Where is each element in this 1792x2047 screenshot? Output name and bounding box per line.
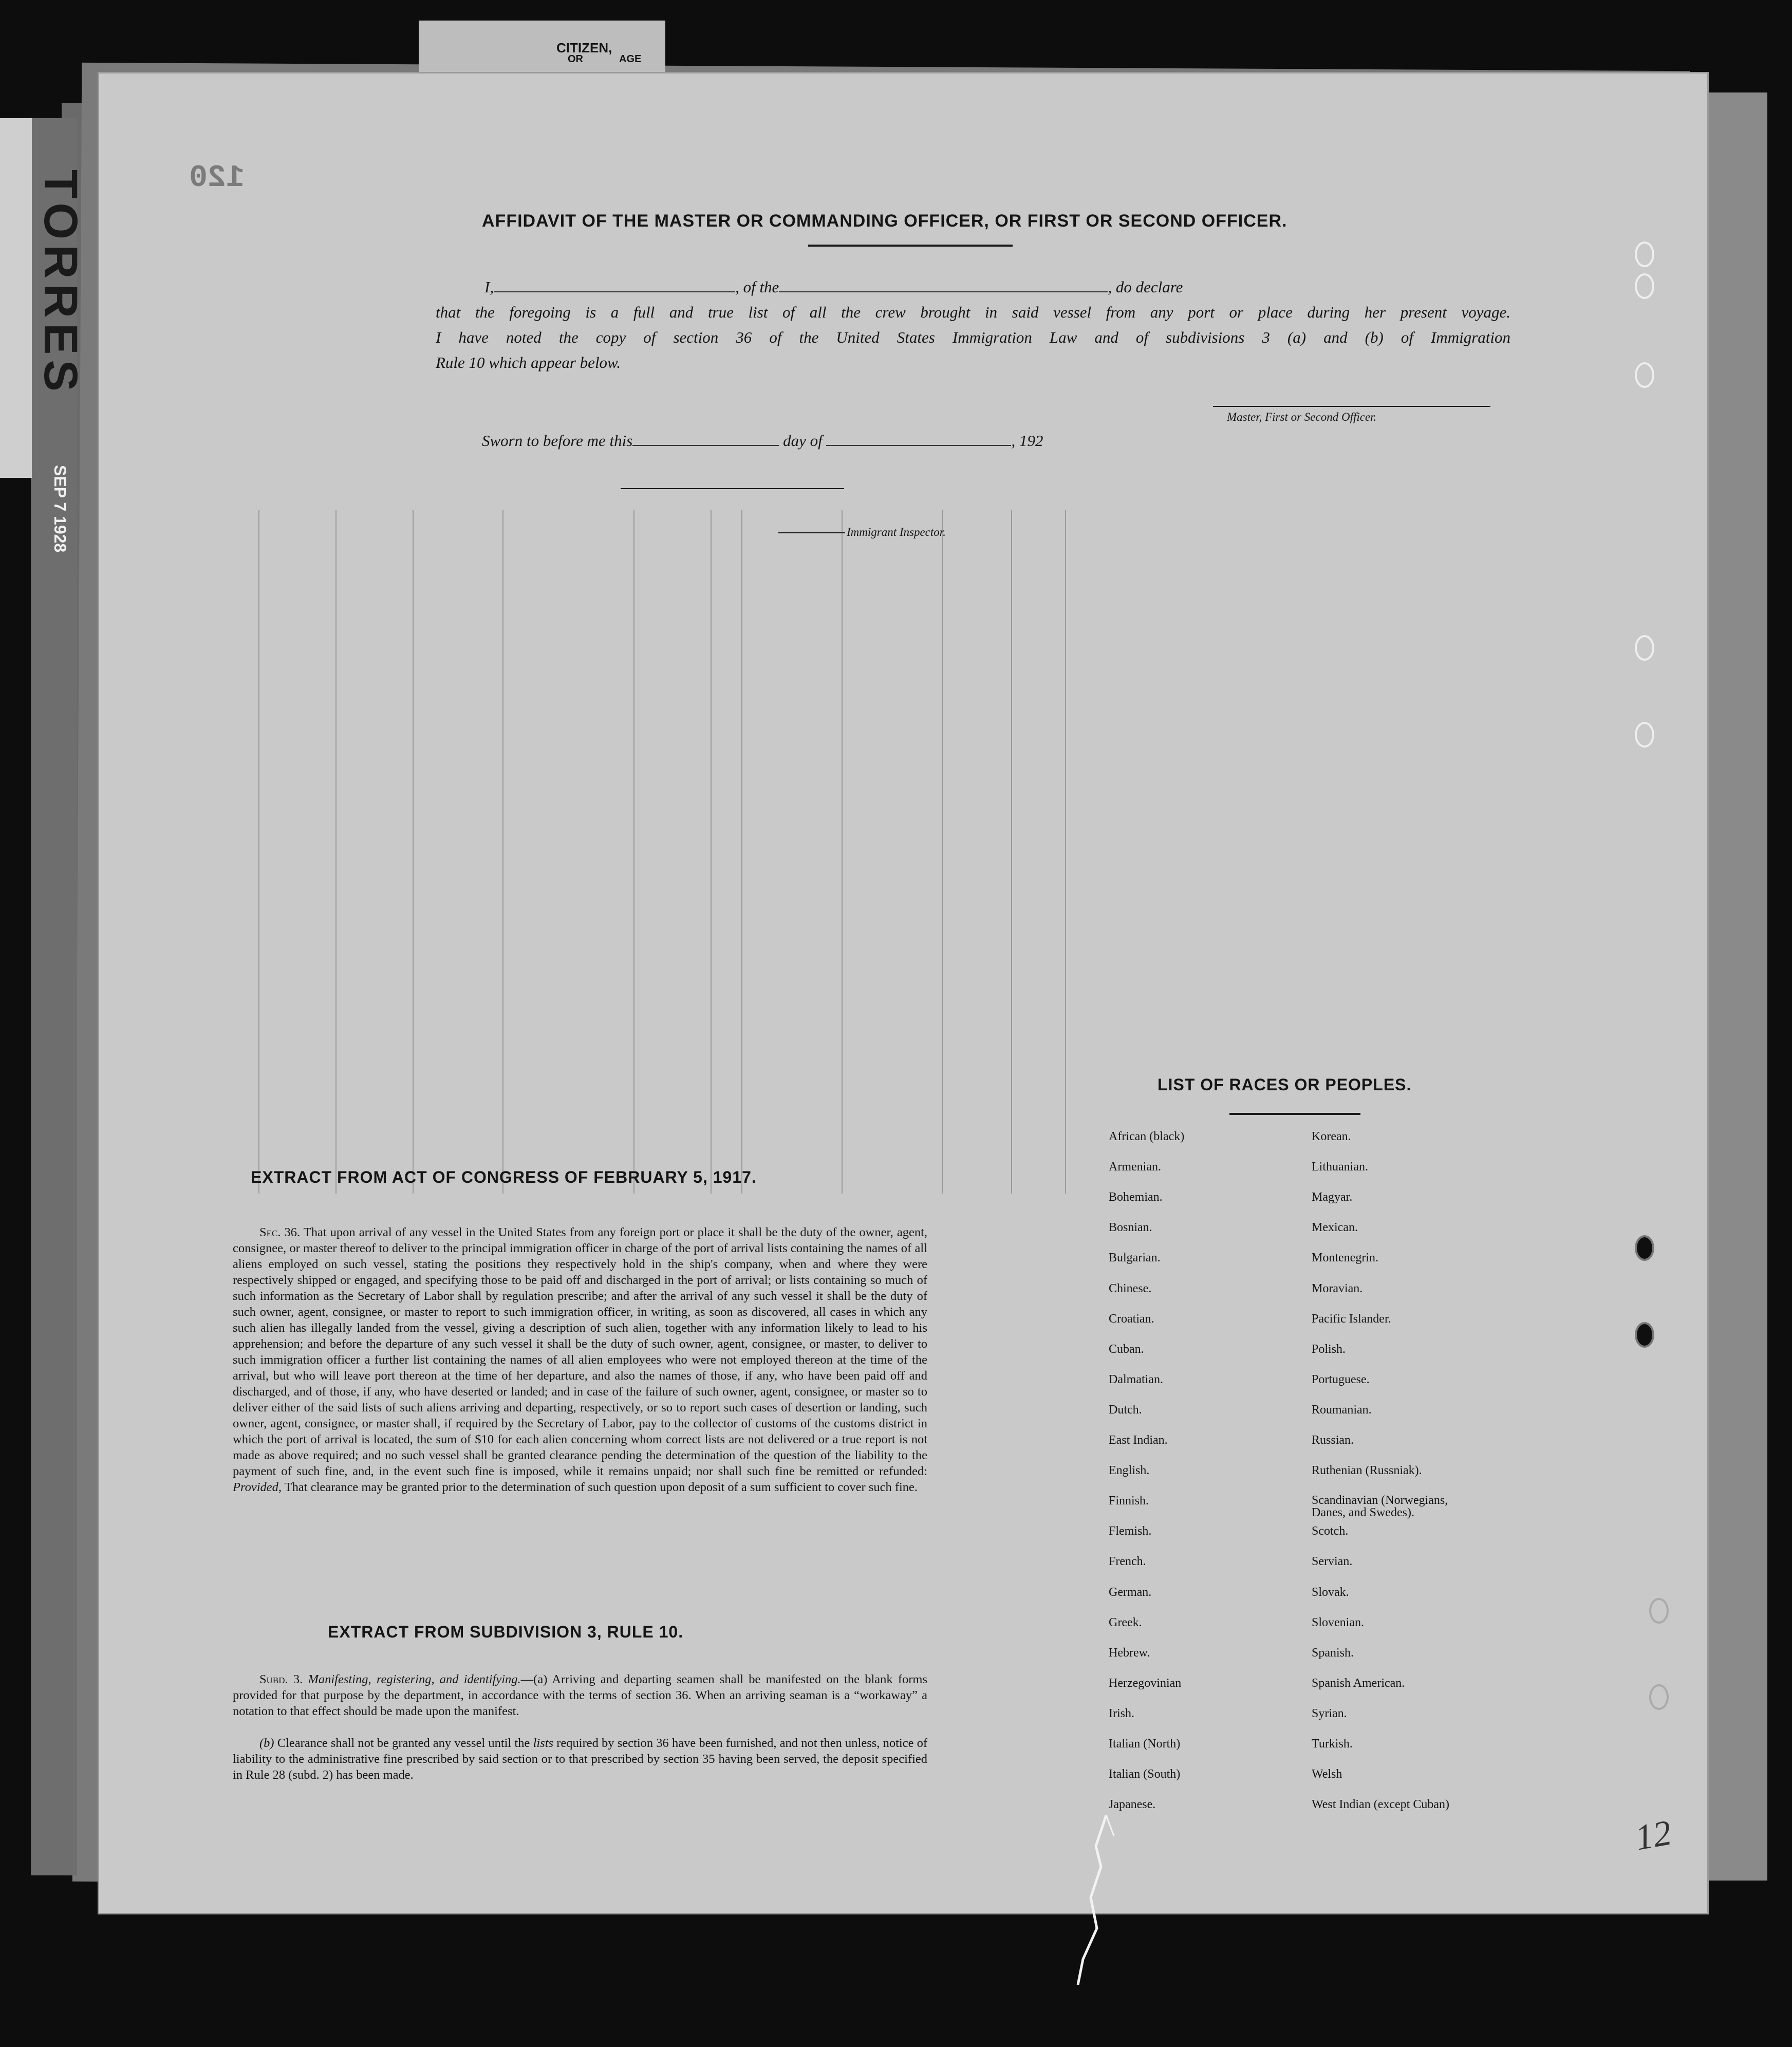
race-left-15: German. <box>1109 1585 1152 1599</box>
declaration-line-4: Rule 10 which appear below. <box>436 353 621 371</box>
race-right-19: Syrian. <box>1312 1706 1347 1720</box>
race-left-5: Chinese. <box>1109 1281 1152 1295</box>
race-left-1: Armenian. <box>1109 1160 1161 1174</box>
inspector-signature-line[interactable] <box>621 488 844 489</box>
date-stamp: SEP 7 1928 <box>51 465 69 553</box>
race-right-17: Spanish. <box>1312 1646 1354 1660</box>
race-right-11: Ruthenian (Russniak). <box>1312 1464 1422 1478</box>
race-left-17: Hebrew. <box>1109 1646 1150 1660</box>
punch-hole <box>1635 635 1654 661</box>
inspector-label: Immigrant Inspector. <box>847 526 946 538</box>
race-right-21: Welsh <box>1312 1767 1342 1781</box>
tab-label-age: AGE <box>619 53 642 65</box>
race-right-0: Korean. <box>1312 1130 1351 1143</box>
para-a-text: Arriving and departing seamen shall be manifested on the blank forms provided for that purpose by the department, in accordance with the terms of section 36. When an arriving seaman is a “workaway” a notation to that effect should be made upon the manifest. <box>233 1672 927 1718</box>
subdivision-label: Subd. 3. <box>259 1672 303 1686</box>
race-left-7: Cuban. <box>1109 1342 1144 1356</box>
act-extract-title: EXTRACT FROM ACT OF CONGRESS OF FEBRUARY 5, 1917. <box>251 1168 757 1186</box>
manifest-page <box>98 72 1709 1914</box>
master-signature-line[interactable] <box>1213 406 1490 407</box>
races-underline <box>1229 1113 1360 1115</box>
section-36-text <box>233 1224 927 1495</box>
year-label: , 192 <box>1011 432 1043 450</box>
master-label: Master, First or Second Officer. <box>1227 411 1377 423</box>
race-left-0: African (black) <box>1109 1130 1185 1143</box>
punch-hole <box>1635 722 1654 748</box>
declarant-i-label: I, <box>484 278 494 296</box>
affidavit-title: AFFIDAVIT OF THE MASTER OR COMMANDING OFFICER, OR FIRST OR SECOND OFFICER. <box>482 211 1287 231</box>
punch-hole <box>1635 362 1654 388</box>
race-right-20: Turkish. <box>1312 1737 1353 1751</box>
tab-label-or: OR <box>568 53 583 65</box>
sworn-day-blank[interactable] <box>632 445 779 446</box>
section-36-body-end: That clearance may be granted prior to the determination of such question upon deposit of a sum sufficient to cover such fine. <box>284 1480 918 1494</box>
punch-hole-faint <box>1649 1598 1669 1624</box>
race-left-11: English. <box>1109 1464 1150 1478</box>
of-the-label: , of the <box>735 278 779 296</box>
vessel-name-blank[interactable] <box>779 291 1108 292</box>
race-right-6: Pacific Islander. <box>1312 1312 1391 1326</box>
punch-hole-dark <box>1635 1322 1654 1348</box>
punch-hole <box>1635 273 1654 299</box>
name-stamp: TORRES <box>34 170 87 397</box>
race-right-5: Moravian. <box>1312 1281 1363 1295</box>
top-tab <box>419 21 665 72</box>
race-right-9: Roumanian. <box>1312 1403 1372 1417</box>
page-number-bleed: 120 <box>189 161 245 196</box>
race-right-22: West Indian (except Cuban) <box>1312 1798 1449 1812</box>
section-label: Sec. 36. <box>259 1225 301 1239</box>
race-right-8: Portuguese. <box>1312 1372 1370 1386</box>
race-left-13: Flemish. <box>1109 1524 1152 1538</box>
race-right-4: Montenegrin. <box>1312 1251 1378 1265</box>
race-right-18: Spanish American. <box>1312 1676 1405 1690</box>
race-left-18: Herzegovinian <box>1109 1676 1182 1690</box>
race-left-21: Italian (South) <box>1109 1767 1181 1781</box>
para-b-label: (b) <box>259 1736 274 1750</box>
race-left-4: Bulgarian. <box>1109 1251 1161 1265</box>
race-left-9: Dutch. <box>1109 1403 1142 1417</box>
race-right-16: Slovenian. <box>1312 1615 1364 1629</box>
section-36-body: That upon arrival of any vessel in the United States from any foreign port or place it shall be the duty of the owner, agent, consignee, or master thereof to deliver to the principal immigration officer in charge of the port of arrival lists containing the names of all aliens employed on such vessel, stating the positions they respectively hold in the ship's company, when and where they were respectively shipped or engaged, and specifying those to be paid off and discharged in the port of arrival; or lists containing so much of such information as the Secretary of Labor shall by regulation prescribe; and after the arrival of any such vessel it shall be the duty of such owner, agent, consignee, or master to report to such immigration officer, in writing, as soon as discovered, all cases in which any such alien has illegally landed from the vessel, giving a description of such alien, together with any information likely to lead to his apprehension; and before the departure of any such vessel it shall be the duty of such owner, agent, consignee, or master, to deliver to such immigration officer a further list containing the names of all alien employees who were not employed thereon at the time of the arrival, but who will leave port thereon at the time of her departure, and also the names of those, if any, who have been paid off and discharged, and of those, if any, who have deserted or landed; and in case of the failure of such owner, agent, consignee, or master so to deliver either of the said lists of such aliens arriving and departing, respectively, or so to report such cases of desertion or landing, such owner, agent, consignee, or master shall, if required by the Secretary of Labor, pay to the collector of customs of the customs district in which the port of arrival is located, the sum of $10 for each alien concerning whom correct lists are not delivered or a true report is not made as above required; and no such vessel shall be granted clearance pending the determination of the question of the liability to the payment of such fine, and, in the event such fine is imposed, while it remains unpaid; nor shall such fine be remitted or refunded: <box>233 1225 927 1478</box>
sworn-label: Sworn to before me this <box>482 432 633 450</box>
race-left-2: Bohemian. <box>1109 1190 1163 1204</box>
provided-label: Provided, <box>233 1480 282 1494</box>
paper-crack <box>1065 1815 1147 1985</box>
rule-extract-title: EXTRACT FROM SUBDIVISION 3, RULE 10. <box>328 1623 684 1641</box>
race-left-8: Dalmatian. <box>1109 1372 1163 1386</box>
race-right-15: Slovak. <box>1312 1585 1349 1599</box>
punch-hole-faint <box>1649 1684 1669 1710</box>
race-right-7: Polish. <box>1312 1342 1346 1356</box>
day-of-label: day of <box>783 432 823 450</box>
race-left-16: Greek. <box>1109 1615 1142 1629</box>
race-left-12: Finnish. <box>1109 1494 1149 1508</box>
declaration-line-2: that the foregoing is a full and true list of all the crew brought in said vessel from any port or place during her present voyage. <box>436 303 1510 321</box>
punch-hole-dark <box>1635 1235 1654 1261</box>
para-b-text: (b) Clearance shall not be granted any vessel until the lists required by section 36 have been furnished, and not then unless, notice of liability to the administrative fine prescribed by said section or to that prescribed by section 35 having been served, the deposit specified in Rule 28 (subd. 2) has been made. <box>233 1736 928 1782</box>
punch-hole <box>1635 241 1654 267</box>
race-right-12: Scandinavian (Norwegians, Danes, and Swedes). <box>1312 1494 1448 1520</box>
race-left-3: Bosnian. <box>1109 1221 1152 1235</box>
subdivision-heading: Manifesting, registering, and identifying. <box>308 1672 521 1686</box>
do-declare-label: , do declare <box>1108 278 1183 296</box>
declaration-line-1 <box>484 278 1183 296</box>
sworn-month-blank[interactable] <box>826 445 1011 446</box>
race-right-14: Servian. <box>1312 1555 1353 1569</box>
race-right-10: Russian. <box>1312 1434 1354 1447</box>
declaration-line-3: I have noted the copy of section 36 of the United States Immigration Law and of subdivisions 3 (a) and (b) of Immigration <box>436 328 1510 346</box>
race-right-3: Mexican. <box>1312 1221 1358 1235</box>
handwritten-mark: 12 <box>1632 1813 1675 1858</box>
race-left-20: Italian (North) <box>1109 1737 1181 1751</box>
race-right-2: Magyar. <box>1312 1190 1353 1204</box>
subdivision-3-text <box>233 1671 927 1719</box>
race-left-14: French. <box>1109 1555 1146 1569</box>
race-left-19: Irish. <box>1109 1706 1134 1720</box>
declarant-name-blank[interactable] <box>494 291 735 292</box>
tab-label-citizen: CITIZEN, <box>556 40 612 55</box>
inspector-short-line <box>778 532 845 533</box>
race-left-6: Croatian. <box>1109 1312 1154 1326</box>
race-left-10: East Indian. <box>1109 1434 1168 1447</box>
races-title: LIST OF RACES OR PEOPLES. <box>1158 1075 1412 1094</box>
left-index-card <box>0 118 32 478</box>
title-underline <box>808 245 1013 247</box>
sworn-line <box>482 432 1043 450</box>
race-right-1: Lithuanian. <box>1312 1160 1368 1174</box>
race-left-22: Japanese. <box>1109 1798 1156 1812</box>
para-a-label: —(a) <box>520 1672 548 1686</box>
race-right-13: Scotch. <box>1312 1524 1349 1538</box>
